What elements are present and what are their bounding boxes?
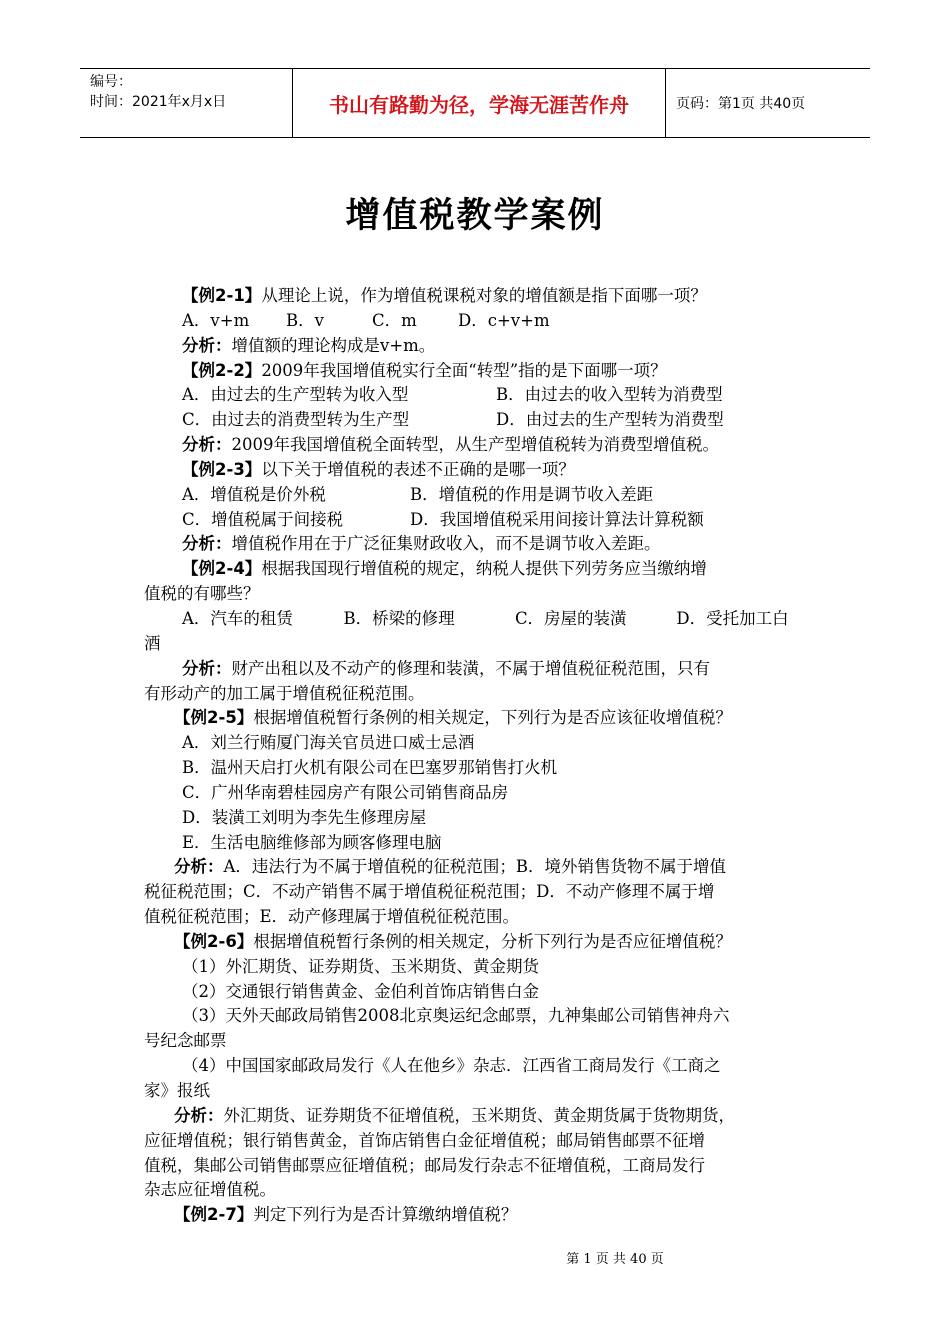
option-text: C．由过去的消费型转为生产型 [182, 410, 410, 430]
line-text: 增值额的理论构成是v+m。 [231, 335, 436, 355]
text-line [144, 508, 816, 533]
text-line [144, 682, 816, 707]
text-line [144, 1054, 816, 1079]
text-line [144, 806, 816, 831]
text-line [144, 408, 816, 433]
text-line [144, 532, 816, 557]
text-line [144, 458, 816, 483]
option-text: D．c+v+m [458, 310, 550, 330]
text-line [144, 284, 816, 309]
text-line [144, 1079, 816, 1104]
line-text: 值税，集邮公司销售邮票应征增值税；邮局发行杂志不征增值税，工商局发行 [144, 1155, 705, 1175]
text-line [144, 955, 816, 980]
page-info: 页码：第1页 共40页 [676, 96, 806, 112]
line-text: 家》报纸 [144, 1081, 210, 1100]
header-info-cell [80, 69, 293, 137]
line-text: 外汇期货、证券期货不征增值税，玉米期货、黄金期货属于货物期货， [223, 1105, 735, 1125]
header-table [80, 68, 870, 138]
text-line [144, 706, 816, 731]
text-line [144, 1129, 816, 1154]
line-text: C．广州华南碧桂园房产有限公司销售商品房 [182, 782, 509, 802]
line-text: 酒 [144, 633, 161, 653]
option-text: C．房屋的装潢 [514, 608, 627, 628]
line-text: 2009年我国增值税实行全面“转型”指的是下面哪一项？ [261, 360, 667, 380]
option-text: D．受托加工白 [676, 608, 789, 628]
text-line [144, 1029, 816, 1054]
bold-label: 【例2-7】 [174, 1205, 254, 1225]
text-line [144, 483, 816, 508]
bold-label: 【例2-6】 [174, 931, 254, 951]
option-text: B．增值税的作用是调节收入差距 [410, 484, 654, 504]
option-text: A．增值税是价外税 [182, 484, 326, 504]
option-text: A．汽车的租赁 [182, 608, 293, 628]
text-line [144, 980, 816, 1005]
text-line [144, 433, 816, 458]
time-label: 时间：2021年x月x日 [90, 94, 227, 110]
line-text: 值税征税范围；E．动产修理属于增值税征税范围。 [144, 907, 520, 927]
line-text: A．刘兰行贿厦门海关官员进口威士忌酒 [182, 733, 475, 753]
line-text: 根据增值税暂行条例的相关规定，下列行为是否应该征收增值税？ [253, 708, 732, 728]
text-line [144, 905, 816, 930]
line-text: 税征税范围；C．不动产销售不属于增值税征税范围；D．不动产修理不属于增 [144, 882, 715, 902]
text-line [144, 334, 816, 359]
line-text: 财产出租以及不动产的修理和装潢，不属于增值税征税范围，只有 [231, 658, 710, 678]
bold-label: 分析： [182, 435, 232, 455]
line-text: 判定下列行为是否计算缴纳增值税？ [253, 1205, 518, 1225]
text-line [144, 1154, 816, 1179]
line-text: 增值税作用在于广泛征集财政收入，而不是调节收入差距。 [231, 534, 661, 554]
bold-label: 【例2-3】 [182, 459, 262, 479]
line-text: D．装潢工刘明为李先生修理房屋 [182, 807, 427, 827]
line-text: E．生活电脑维修部为顾客修理电脑 [182, 832, 442, 852]
page-footer: 第 1 页 共 40 页 [566, 1252, 664, 1267]
bold-label: 【例2-4】 [182, 559, 262, 579]
bold-label: 【例2-2】 [182, 360, 262, 380]
text-line [144, 359, 816, 384]
text-line [144, 557, 816, 582]
line-text: 从理论上说，作为增值税课税对象的增值额是指下面哪一项？ [261, 286, 707, 305]
text-line [144, 1104, 816, 1129]
text-line [144, 1004, 816, 1029]
bold-label: 分析： [174, 1105, 224, 1125]
text-line [144, 1203, 816, 1228]
text-line [144, 831, 816, 856]
line-text: 杂志应征增值税。 [144, 1180, 276, 1200]
line-text: 根据我国现行增值税的规定，纳税人提供下列劳务应当缴纳增 [261, 559, 707, 579]
line-text: （1）外汇期货、证券期货、玉米期货、黄金期货 [182, 956, 539, 976]
bold-label: 分析： [182, 534, 232, 554]
text-line [144, 607, 816, 632]
option-text: B．桥梁的修理 [343, 608, 455, 628]
option-text: D．由过去的生产型转为消费型 [496, 410, 724, 430]
bold-label: 分析： [174, 857, 224, 877]
line-text: 2009年我国增值税全面转型，从生产型增值税转为消费型增值税。 [231, 435, 719, 455]
option-text: D．我国增值税采用间接计算法计算税额 [410, 509, 704, 529]
line-text: （3）天外天邮政局销售2008北京奥运纪念邮票，九神集邮公司销售神舟六 [182, 1006, 730, 1026]
line-text: （2）交通银行销售黄金、金伯利首饰店销售白金 [182, 981, 539, 1001]
option-text: B．由过去的收入型转为消费型 [496, 385, 723, 405]
text-line [144, 1178, 816, 1203]
text-line [144, 383, 816, 408]
document-title: 增值税教学案例 [345, 196, 605, 236]
text-line [144, 657, 816, 682]
bold-label: 【例2-5】 [174, 708, 254, 728]
option-text: C．增值税属于间接税 [182, 509, 344, 529]
text-line [144, 309, 816, 334]
line-text: 应征增值税；银行销售黄金，首饰店销售白金征增值税；邮局销售邮票不征增 [144, 1130, 705, 1150]
text-line [144, 582, 816, 607]
bold-label: 分析： [182, 335, 232, 355]
line-text: 以下关于增值税的表述不正确的是哪一项？ [261, 459, 575, 479]
text-line [144, 756, 816, 781]
option-text: A．v+m [182, 310, 250, 330]
text-line [144, 731, 816, 756]
line-text: 有形动产的加工属于增值税征税范围。 [144, 683, 425, 703]
bold-label: 分析： [182, 658, 232, 678]
option-text: B．v [286, 310, 324, 330]
text-line [144, 632, 816, 657]
line-text: B．温州天启打火机有限公司在巴塞罗那销售打火机 [182, 758, 558, 778]
line-text: A．违法行为不属于增值税的征税范围；B．境外销售货物不属于增值 [223, 857, 727, 877]
bold-label: 【例2-1】 [182, 286, 262, 305]
motto: 书山有路勤为径，学海无涯苦作舟 [293, 69, 666, 137]
line-text: 号纪念邮票 [144, 1031, 227, 1051]
document-body [144, 284, 816, 1228]
line-text: 值税的有哪些？ [144, 584, 260, 604]
text-line [144, 930, 816, 955]
line-text: 根据增值税暂行条例的相关规定，分析下列行为是否应征增值税？ [253, 931, 732, 951]
line-text: （4）中国国家邮政局发行《人在他乡》杂志．江西省工商局发行《工商之 [182, 1056, 721, 1076]
text-line [144, 781, 816, 806]
text-line [144, 880, 816, 905]
number-label: 编号： [90, 74, 132, 90]
option-text: C．m [372, 310, 417, 330]
text-line [144, 855, 816, 880]
option-text: A．由过去的生产型转为收入型 [182, 385, 409, 405]
